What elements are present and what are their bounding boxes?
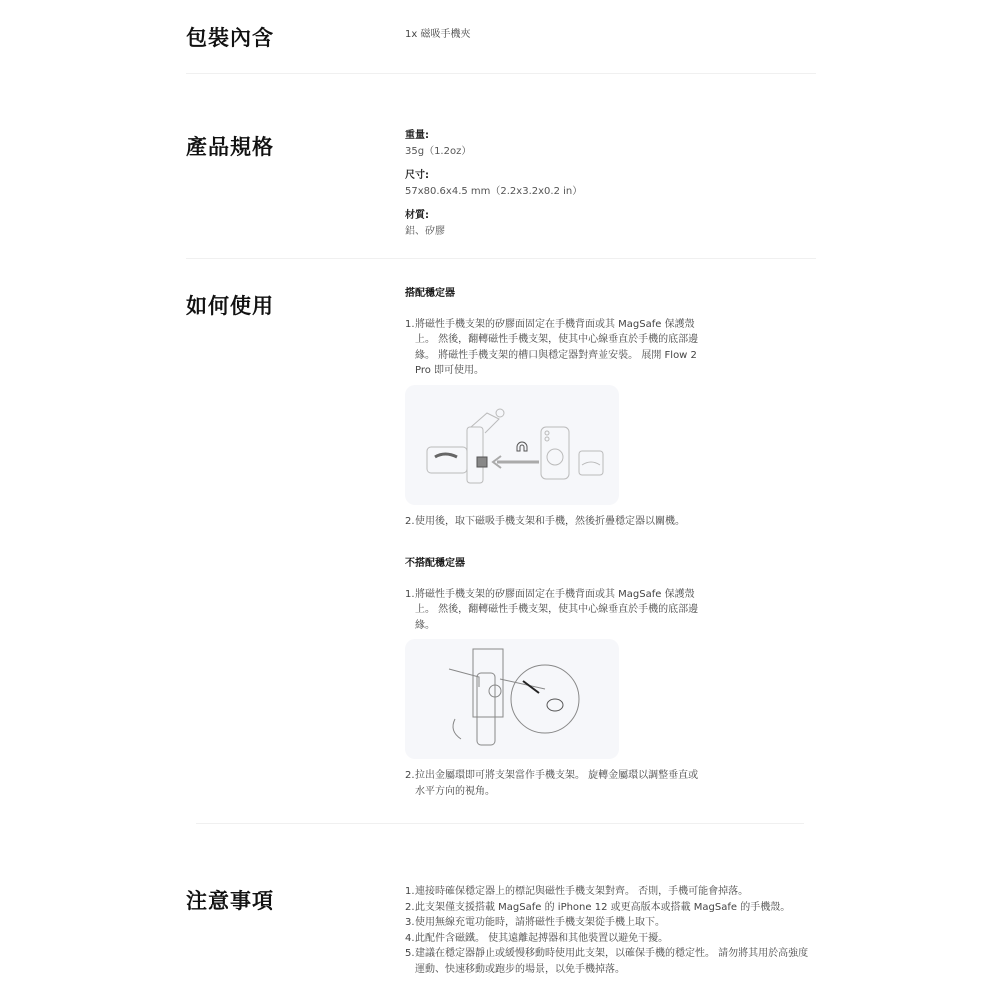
usage-with-gimbal — [405, 286, 705, 379]
note-item-5: 5. 建議在穩定器靜止或緩慢移動時使用此支架，以確保手機的穩定性。 請勿將其用於高強度運動、快速移動或跑步的場景，以免手機掉落。 — [405, 948, 809, 975]
gimbal-mount-illustration — [405, 385, 619, 505]
note-item-1: 1. 連接時確保穩定器上的標記與磁性手機支架對齊。 否則，手機可能會掉落。 — [405, 886, 749, 897]
usage-without-gimbal — [405, 556, 705, 633]
divider — [186, 258, 816, 259]
stand-illustration-graphic — [405, 639, 619, 759]
without-gimbal-step-2: 2. 拉出金屬環即可將支架當作手機支架。 旋轉金屬環以調整垂直或水平方向的視角。 — [405, 770, 699, 797]
with-gimbal-heading: 搭配穩定器 — [405, 288, 455, 299]
spec-value-size: 57x80.6x4.5 mm（2.2x3.2x0.2 in） — [405, 185, 583, 197]
divider — [186, 73, 816, 74]
note-item-3: 3. 使用無線充電功能時，請將磁性手機支架從手機上取下。 — [405, 917, 665, 928]
notes-list — [405, 884, 815, 977]
note-item-4: 4. 此配件含磁鐵。 使其遠離起搏器和其他裝置以避免干擾。 — [405, 932, 669, 944]
spec-label-material: 材質: — [405, 210, 429, 221]
package-content: 1x 磁吸手機夾 — [405, 29, 471, 40]
without-gimbal-steps-continued — [405, 768, 705, 799]
gimbal-illustration-graphic — [405, 385, 619, 505]
with-gimbal-step-2: 2. 使用後，取下磁吸手機支架和手機，然後折疊穩定器以關機。 — [405, 516, 685, 527]
with-gimbal-step-1: 1. 將磁性手機支架的矽膠面固定在手機背面或其 MagSafe 保護殼上。 然後，翻轉磁性手機支架，使其中心線垂直於手機的底部邊緣。 將磁性手機支架的槽口與穩定器對齊並安裝。 展開 Flow 2 Pro 即可使用。 — [405, 318, 699, 376]
notes-title: 注意事項 — [186, 889, 274, 913]
spec-label-weight: 重量: — [405, 130, 429, 141]
divider — [196, 823, 804, 824]
specs-list — [405, 128, 582, 248]
spec-value-material: 鋁、矽膠 — [405, 225, 445, 237]
without-gimbal-heading: 不搭配穩定器 — [405, 558, 465, 569]
without-gimbal-step-1: 1. 將磁性手機支架的矽膠面固定在手機背面或其 MagSafe 保護殼上。 然後，翻轉磁性手機支架，使其中心線垂直於手機的底部邊緣。 — [405, 588, 699, 631]
spec-label-size: 尺寸: — [405, 170, 429, 181]
with-gimbal-steps-continued — [405, 514, 705, 530]
phone-stand-illustration — [405, 639, 619, 759]
spec-value-weight: 35g（1.2oz） — [405, 145, 472, 157]
usage-title: 如何使用 — [186, 294, 274, 318]
package-title: 包裝內含 — [186, 26, 274, 50]
note-item-2: 2. 此支架僅支援搭載 MagSafe 的 iPhone 12 或更高版本或搭載 MagSafe 的手機殼。 — [405, 901, 791, 913]
specs-title: 產品規格 — [186, 135, 274, 159]
